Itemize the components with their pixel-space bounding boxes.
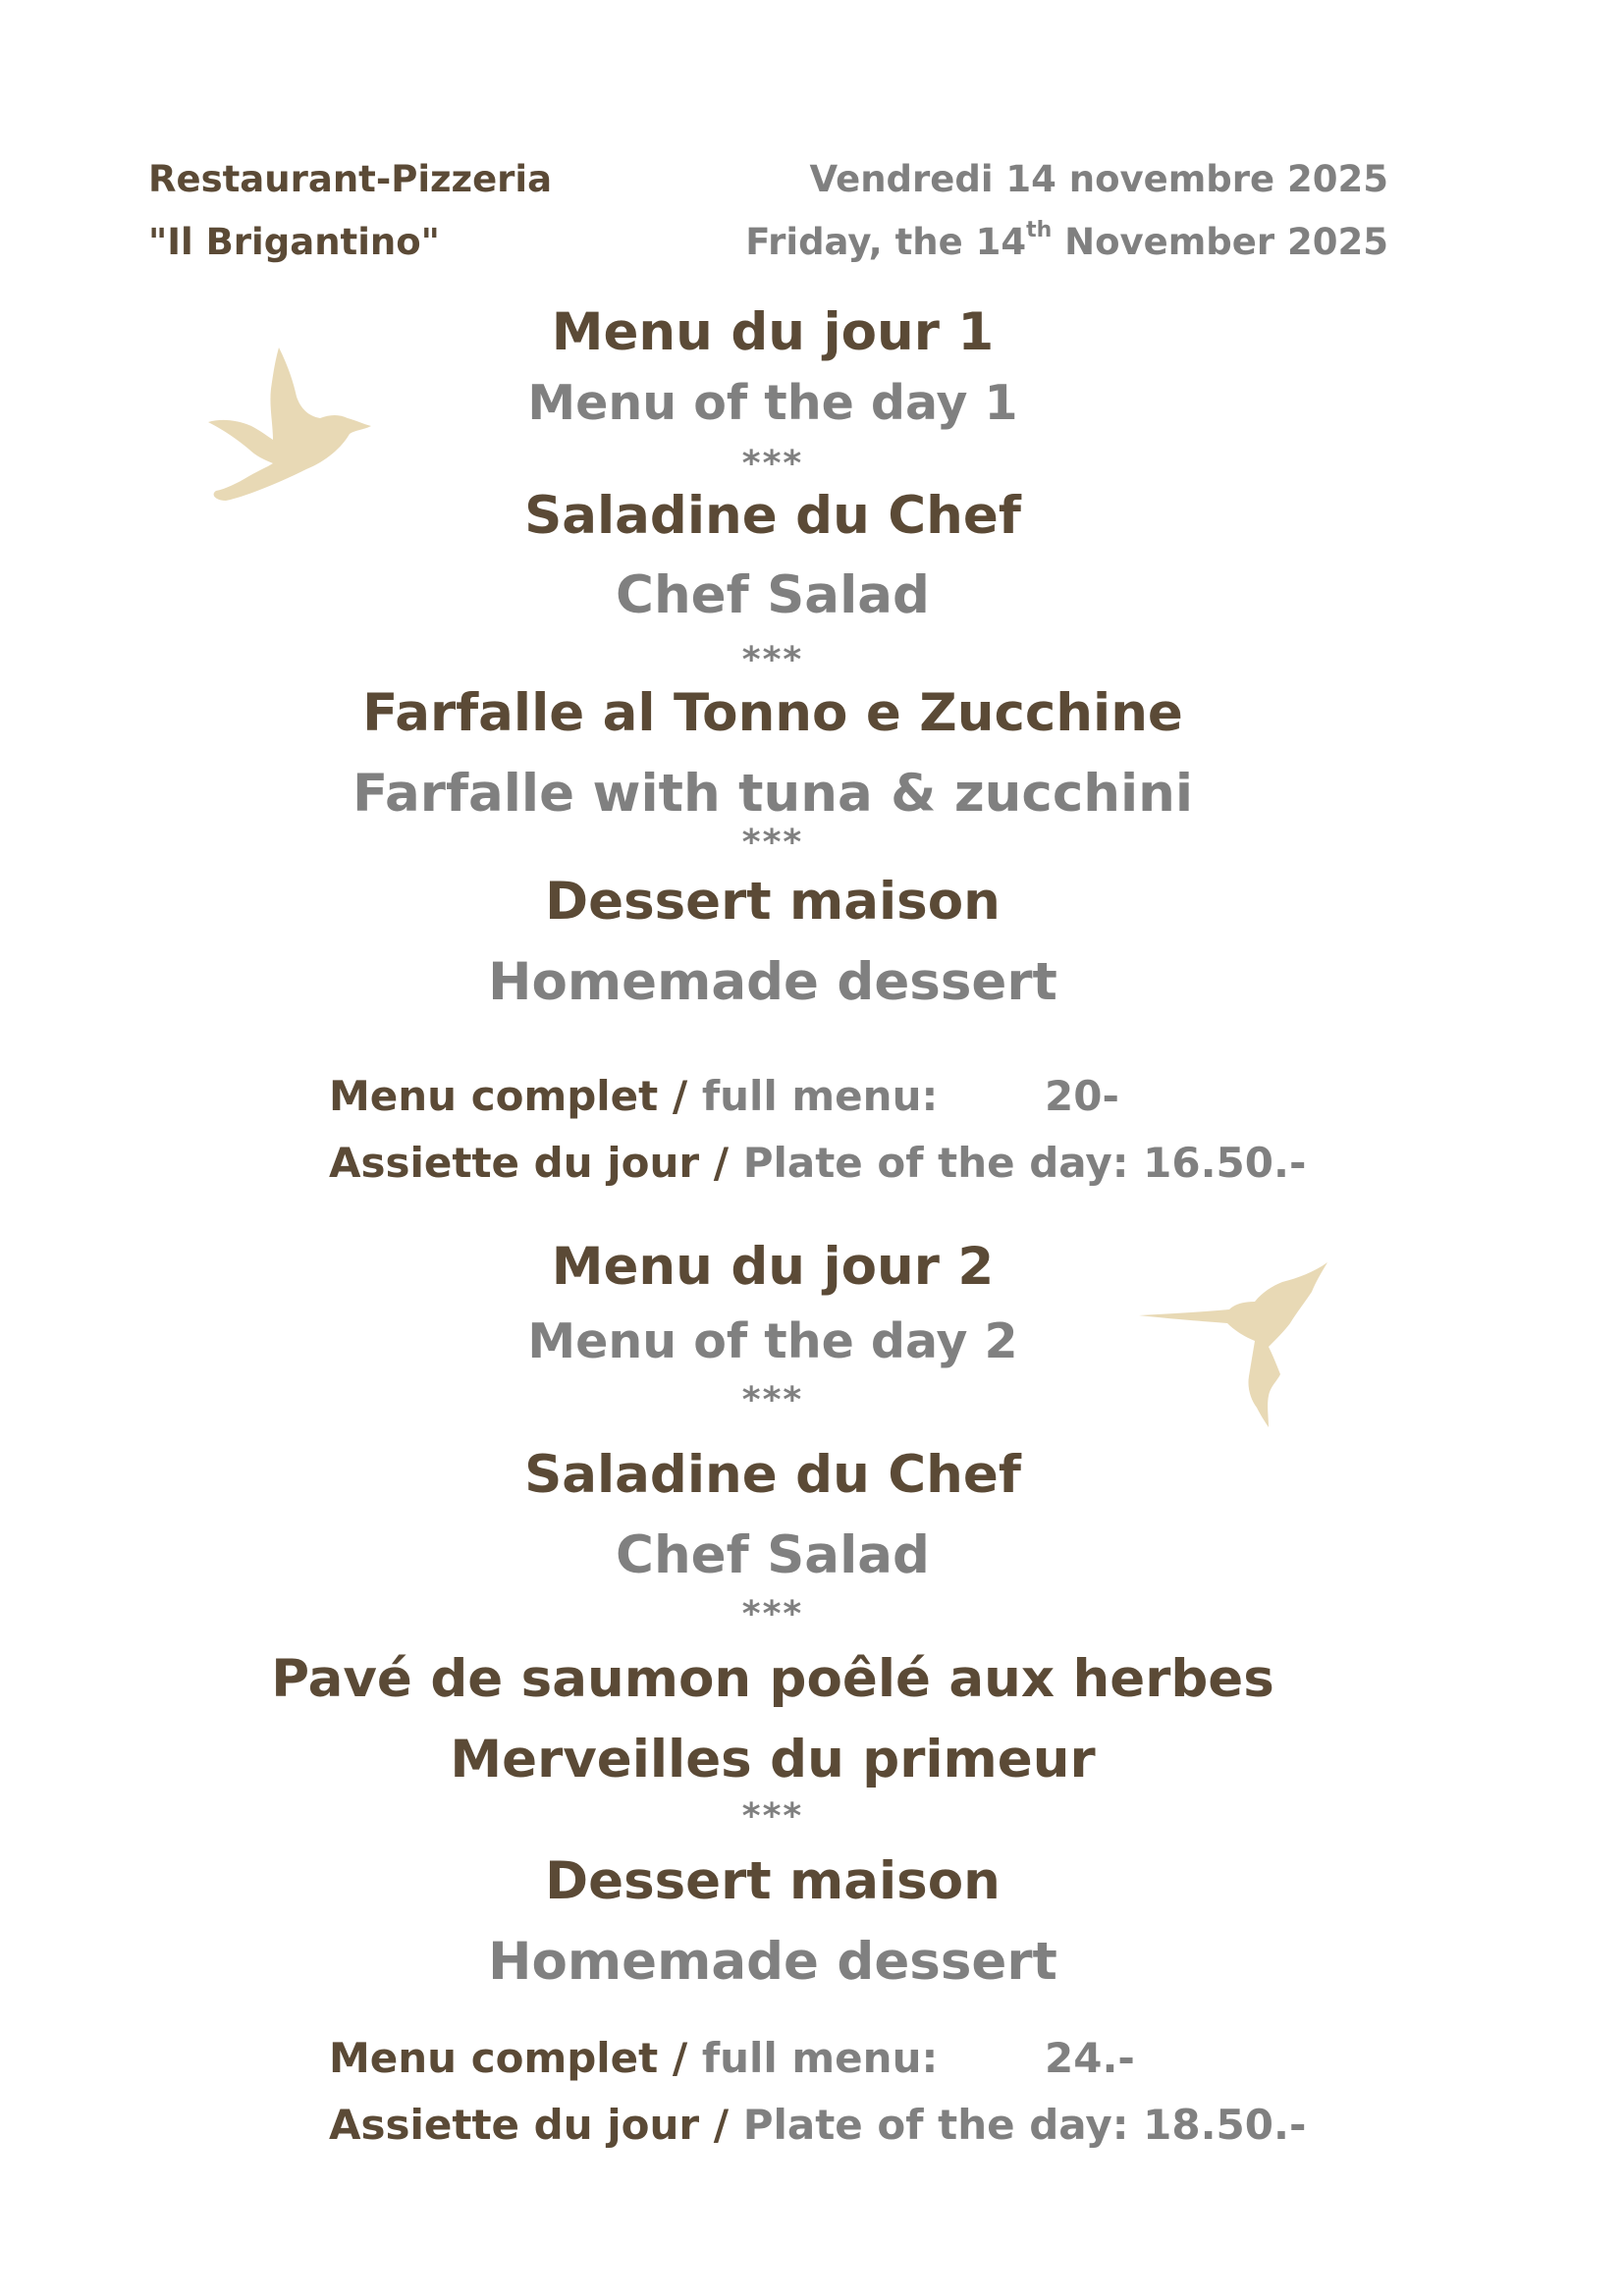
menu2-separator-2: *** [741,1594,804,1634]
date-french: Vendredi 14 novembre 2025 [809,158,1388,200]
menu1-full-label-fr: Menu complet / [329,1072,702,1120]
menu2-full-price-row [329,2034,1135,2082]
menu2-starter-en: Chef Salad [616,1525,930,1585]
menu2-full-label-fr: Menu complet / [329,2034,702,2082]
menu1-full-price-row [329,1072,1119,1120]
menu1-title-fr: Menu du jour 1 [551,302,995,362]
menu1-plate-price: 16.50.- [1128,1139,1307,1187]
menu1-starter-en: Chef Salad [616,565,930,625]
menu2-plate-label-fr: Assiette du jour / [329,2101,743,2149]
menu2-main-fr-line2: Merveilles du primeur [450,1730,1096,1789]
menu1-main-fr: Farfalle al Tonno e Zucchine [362,683,1183,743]
menu2-main-fr: Pavé de saumon poêlé aux herbes [271,1649,1274,1709]
menu1-starter-fr: Saladine du Chef [524,486,1021,546]
menu1-plate-label-en: Plate of the day: [742,1139,1129,1187]
menu1-separator-1: *** [741,444,804,484]
menu1-main-en: Farfalle with tuna & zucchini [352,764,1194,824]
menu2-separator-3: *** [741,1796,804,1837]
menu1-full-price: 20- [1045,1072,1119,1120]
date-english-prefix: Friday, the 14 [745,221,1027,263]
menu2-title-en: Menu of the day 2 [527,1313,1018,1369]
menu2-dessert-fr: Dessert maison [545,1851,1001,1911]
menu1-dessert-en: Homemade dessert [488,952,1057,1012]
menu2-full-label-en: full menu: [701,2034,939,2082]
menu1-separator-2: *** [741,640,804,680]
menu2-separator-1: *** [741,1380,804,1420]
menu1-title-en: Menu of the day 1 [527,375,1018,431]
restaurant-name-line1: Restaurant-Pizzeria [148,158,553,200]
menu1-separator-3: *** [741,823,804,846]
menu2-title-fr: Menu du jour 2 [551,1237,995,1297]
menu2-starter-fr: Saladine du Chef [524,1445,1021,1505]
date-english [745,218,1388,263]
menu1-plate-label-fr: Assiette du jour / [329,1139,743,1187]
menu1-plate-price-row [329,1139,1306,1187]
date-english-ordinal: th [1026,218,1053,242]
menu2-dessert-en: Homemade dessert [488,1932,1057,1992]
menu2-plate-price-row [329,2101,1306,2149]
date-english-suffix: November 2025 [1052,221,1388,263]
menu2-full-price: 24.- [1045,2034,1135,2082]
menu1-full-label-en: full menu: [701,1072,939,1120]
menu1-dessert-fr: Dessert maison [545,872,1001,932]
restaurant-name-line2: "Il Brigantino" [148,221,440,263]
menu2-plate-label-en: Plate of the day: [742,2101,1129,2149]
menu2-plate-price: 18.50.- [1128,2101,1307,2149]
